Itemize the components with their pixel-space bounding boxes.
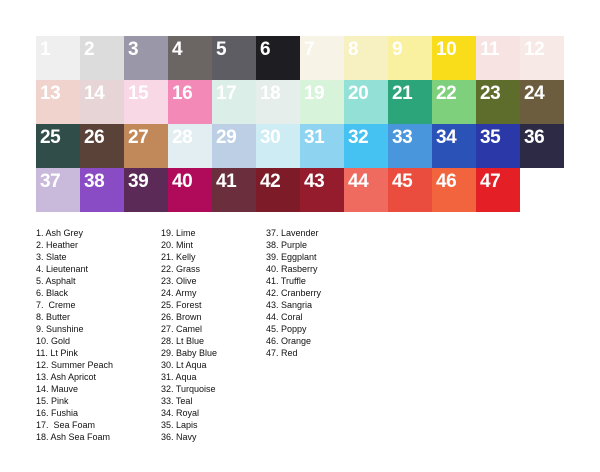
color-swatch — [36, 168, 80, 212]
swatch-number: 37 — [40, 171, 61, 192]
legend-item: 21. Kelly — [161, 252, 196, 262]
swatch-number: 10 — [436, 39, 457, 60]
legend-item: 31. Aqua — [161, 372, 197, 382]
color-swatch — [212, 80, 256, 124]
swatch-number: 46 — [436, 171, 457, 192]
legend-item: 15. Pink — [36, 396, 69, 406]
legend-item: 41. Truffle — [266, 276, 306, 286]
color-swatch — [212, 36, 256, 80]
swatch-number: 11 — [480, 39, 500, 60]
swatch-number: 36 — [524, 127, 545, 148]
legend-item: 35. Lapis — [161, 420, 198, 430]
color-swatch — [300, 168, 344, 212]
swatch-number: 43 — [304, 171, 325, 192]
swatch-number: 12 — [524, 39, 545, 60]
color-swatch — [300, 80, 344, 124]
color-swatch — [168, 36, 212, 80]
color-swatch — [344, 80, 388, 124]
swatch-number: 8 — [348, 39, 359, 60]
color-swatch — [344, 168, 388, 212]
swatch-number: 6 — [260, 39, 271, 60]
swatch-number: 20 — [348, 83, 369, 104]
legend-item: 43. Sangria — [266, 300, 313, 310]
legend-item: 34. Royal — [161, 408, 200, 418]
color-swatch — [432, 36, 476, 80]
swatch-number: 29 — [216, 127, 237, 148]
legend-column-1 — [36, 227, 113, 443]
color-swatch — [432, 124, 476, 168]
legend-item: 18. Ash Sea Foam — [36, 432, 111, 442]
swatch-number: 47 — [480, 171, 501, 192]
legend-item: 19. Lime — [161, 228, 196, 238]
swatch-number: 9 — [392, 39, 403, 60]
legend-item: 27. Camel — [161, 324, 203, 334]
legend-item: 9. Sunshine — [36, 324, 84, 334]
swatch-number: 44 — [348, 171, 369, 192]
swatch-number: 3 — [128, 39, 139, 60]
legend-item: 38. Purple — [266, 240, 308, 250]
legend-item: 37. Lavender — [266, 228, 319, 238]
color-swatch — [388, 168, 432, 212]
legend-item: 14. Mauve — [36, 384, 79, 394]
legend-item: 33. Teal — [161, 396, 193, 406]
swatch-number: 34 — [436, 127, 457, 148]
swatch-number: 38 — [84, 171, 105, 192]
swatch-number: 16 — [172, 83, 193, 104]
swatch-number: 4 — [172, 39, 183, 60]
swatch-number: 26 — [84, 127, 105, 148]
color-swatch — [476, 124, 520, 168]
legend-item: 23. Olive — [161, 276, 197, 286]
color-swatch — [388, 36, 432, 80]
swatch-number: 7 — [304, 39, 315, 60]
swatch-number: 30 — [260, 127, 281, 148]
color-swatch — [520, 36, 564, 80]
legend-item: 17. Sea Foam — [36, 420, 96, 430]
color-swatch — [344, 36, 388, 80]
legend-item: 8. Butter — [36, 312, 71, 322]
swatch-number: 1 — [40, 39, 51, 60]
swatch-number: 19 — [304, 83, 325, 104]
legend-item: 47. Red — [266, 348, 298, 358]
swatch-number: 13 — [40, 83, 61, 104]
swatch-number: 21 — [392, 83, 413, 104]
legend-item: 22. Grass — [161, 264, 201, 274]
swatch-number: 27 — [128, 127, 149, 148]
legend-item: 5. Asphalt — [36, 276, 76, 286]
legend-item: 26. Brown — [161, 312, 202, 322]
legend-item: 42. Cranberry — [266, 288, 322, 298]
color-swatch — [36, 80, 80, 124]
swatch-number: 14 — [84, 83, 105, 104]
legend-item: 24. Army — [161, 288, 197, 298]
color-swatch — [300, 36, 344, 80]
color-swatch — [520, 80, 564, 124]
color-swatch — [300, 124, 344, 168]
color-swatch — [36, 124, 80, 168]
swatch-number: 42 — [260, 171, 281, 192]
color-swatch — [432, 80, 476, 124]
color-swatch — [520, 124, 564, 168]
legend-item: 13. Ash Apricot — [36, 372, 97, 382]
legend-item: 12. Summer Peach — [36, 360, 114, 370]
color-swatch — [212, 168, 256, 212]
swatch-number: 28 — [172, 127, 193, 148]
legend-item: 25. Forest — [161, 300, 202, 310]
swatch-number: 18 — [260, 83, 281, 104]
swatch-number: 40 — [172, 171, 193, 192]
color-swatch — [124, 36, 168, 80]
swatch-number: 2 — [84, 39, 95, 60]
color-swatch — [80, 80, 124, 124]
color-swatch — [168, 168, 212, 212]
swatch-number: 45 — [392, 171, 413, 192]
legend-item: 44. Coral — [266, 312, 303, 322]
color-swatch — [256, 168, 300, 212]
legend-item: 46. Orange — [266, 336, 312, 346]
legend-item: 10. Gold — [36, 336, 71, 346]
swatch-number: 23 — [480, 83, 501, 104]
swatch-number: 5 — [216, 39, 227, 60]
legend-item: 28. Lt Blue — [161, 336, 205, 346]
color-swatch — [388, 80, 432, 124]
color-swatch — [256, 36, 300, 80]
swatch-number: 39 — [128, 171, 149, 192]
legend-item: 32. Turquoise — [161, 384, 216, 394]
color-swatch — [388, 124, 432, 168]
color-swatch — [256, 80, 300, 124]
swatch-number: 22 — [436, 83, 457, 104]
legend-item: 7. Creme — [36, 300, 76, 310]
legend-item: 39. Eggplant — [266, 252, 317, 262]
color-swatch — [36, 36, 80, 80]
color-swatch — [344, 124, 388, 168]
legend-item: 45. Poppy — [266, 324, 307, 334]
color-swatch — [476, 80, 520, 124]
legend-item: 40. Rasberry — [266, 264, 318, 274]
legend-item: 3. Slate — [36, 252, 67, 262]
swatch-number: 25 — [40, 127, 61, 148]
color-swatch-grid — [36, 36, 564, 212]
legend-item: 1. Ash Grey — [36, 228, 84, 238]
swatch-number: 32 — [348, 127, 369, 148]
color-swatch — [168, 124, 212, 168]
swatch-number: 31 — [304, 127, 325, 148]
legend-item: 36. Navy — [161, 432, 197, 442]
swatch-number: 33 — [392, 127, 413, 148]
legend-column-3 — [266, 227, 321, 359]
swatch-number: 17 — [216, 83, 237, 104]
color-swatch — [476, 36, 520, 80]
legend-item: 11. Lt Pink — [36, 348, 78, 358]
legend-item: 20. Mint — [161, 240, 194, 250]
color-swatch — [256, 124, 300, 168]
swatch-number: 41 — [216, 171, 237, 192]
color-swatch — [124, 80, 168, 124]
swatch-number: 15 — [128, 83, 149, 104]
color-swatch — [124, 124, 168, 168]
legend-column-2 — [161, 227, 217, 443]
color-swatch — [80, 168, 124, 212]
color-swatch — [476, 168, 520, 212]
swatch-number: 35 — [480, 127, 501, 148]
legend-item: 2. Heather — [36, 240, 79, 250]
color-swatch — [212, 124, 256, 168]
color-swatch — [168, 80, 212, 124]
color-swatch — [80, 36, 124, 80]
legend-item: 30. Lt Aqua — [161, 360, 207, 370]
legend-item: 6. Black — [36, 288, 69, 298]
legend-item: 29. Baby Blue — [161, 348, 218, 358]
color-swatch — [124, 168, 168, 212]
legend-item: 16. Fushia — [36, 408, 79, 418]
color-swatch — [432, 168, 476, 212]
legend-item: 4. Lieutenant — [36, 264, 89, 274]
color-swatch — [80, 124, 124, 168]
swatch-number: 24 — [524, 83, 545, 104]
